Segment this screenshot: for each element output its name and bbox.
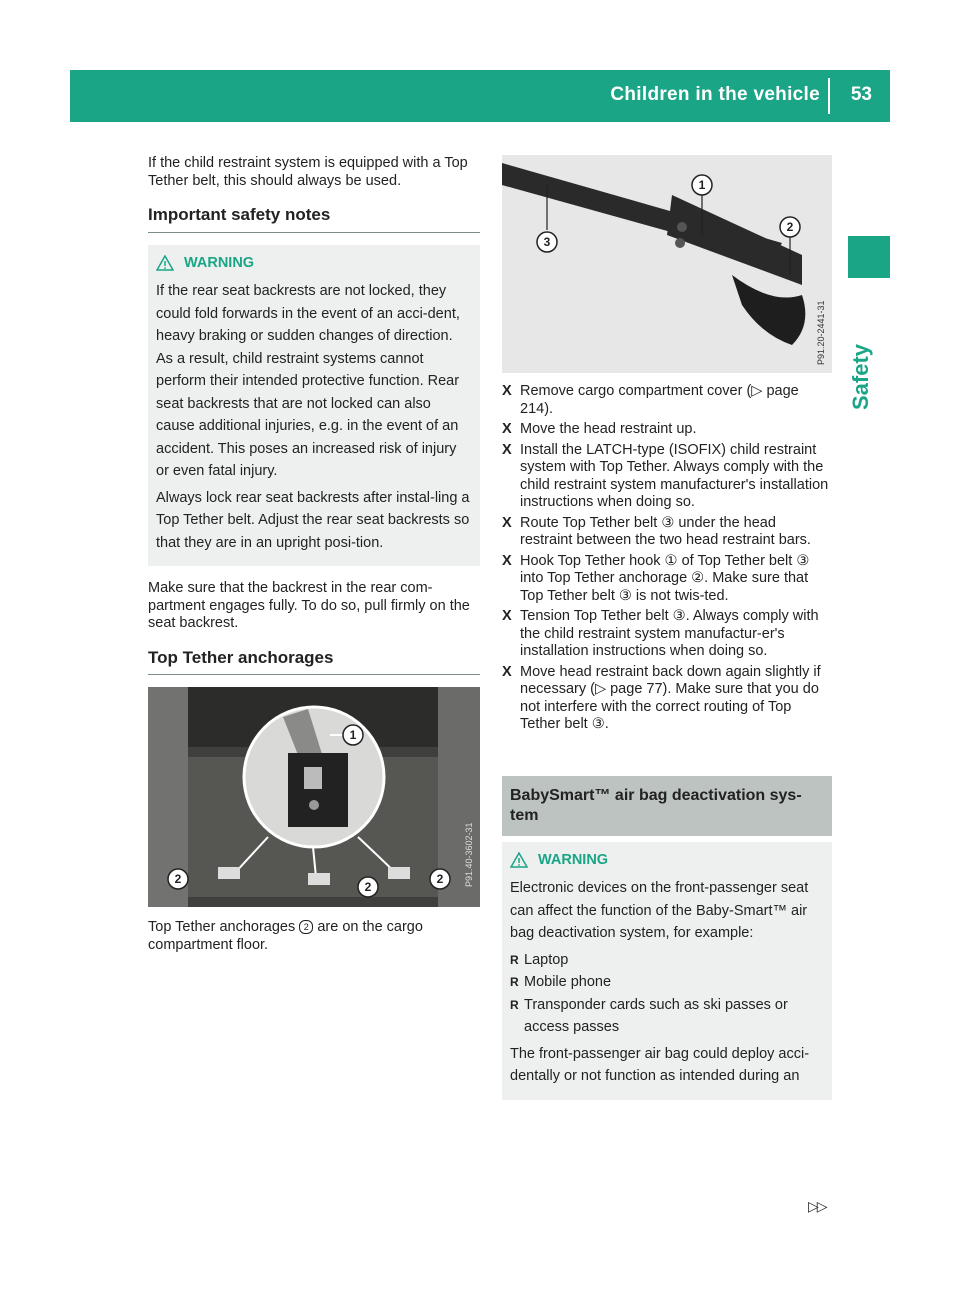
warning-box-2 [502,842,832,1100]
warning-triangle-icon [156,255,174,271]
anchorage-illustration [148,687,480,907]
warning-triangle-icon [510,852,528,868]
figure-left-label-2c: 2 [436,872,444,886]
instruction-steps [502,383,832,734]
header-band [70,70,890,122]
figure-right-label-3: 3 [543,235,551,249]
step-item: X Move the head restraint up. [502,421,832,439]
figure-left-label-2a: 2 [174,872,182,886]
warning-box [148,245,480,567]
figure-right-code: P91.20-2441-31 [816,300,826,365]
step-item: X Install the LATCH-type (ISOFIX) child restraint system with Top Tether. Always comply with the child restraint system manufacturer's installation instructions when doing so. [502,442,832,512]
figure-left-label-1: 1 [349,728,357,742]
anchorage-figure [148,687,480,907]
step-item: X Remove cargo compartment cover (▷ page 214). [502,383,832,418]
header-separator [828,78,830,114]
list-item: R Transponder cards such as ski passes or access passes [510,994,824,1039]
page-number: 53 [850,84,872,105]
warning-paragraph-1: If the rear seat backrests are not locked, they could fold forwards in the event of an acci-dent, heavy braking or sudden changes of direction. As a result, child restraint systems cannot perform their intended protective function. Rear seat backrests that are not locked can also cause additional injuries, e.g. in the event of an accident. This poses an increased risk of injury or even fatal injury. [156,283,460,479]
caption-number: 2 [299,920,313,934]
step-item: X Hook Top Tether hook ① of Top Tether belt ③ into Top Tether anchorage ②. Make sure that Top Tether belt ③ is not twis-ted. [502,553,832,606]
warning2-paragraph-2: The front-passenger air bag could deploy acci-dentally or not function as intended during an [510,1045,810,1084]
section-title: Children in the vehicle [610,84,820,105]
step-item: X Route Top Tether belt ③ under the head restraint between the two head restraint bars. [502,515,832,550]
warning2-paragraph-1: Electronic devices on the front-passenger seat can affect the function of the Baby-Smart™ air bag deactivation system, for example: [510,880,809,941]
warning-title-2: WARNING [538,851,609,868]
heading-anchorages: Top Tether anchorages [148,649,480,676]
warning-header-2 [510,852,824,870]
figure-left-code: P91.40-3602-31 [464,822,474,887]
intro-paragraph: If the child restraint system is equipped with a Top Tether belt, this should always be used. [148,155,468,189]
babysmart-heading: BabySmart™ air bag deactivation sys-tem [502,776,832,836]
backrest-paragraph: Make sure that the backrest in the rear com-partment engages fully. To do so, pull firmly on the seat backrest. [148,580,470,631]
figure-left-label-2b: 2 [364,880,372,894]
device-list [510,949,824,1039]
list-item: R Laptop [510,949,824,972]
caption-post: are on the cargo compartment floor. [148,919,423,953]
caption-pre: Top Tether anchorages [148,919,296,935]
warning-title: WARNING [184,254,255,271]
side-tab-label: Safety [848,343,873,410]
left-column [148,155,480,962]
side-tab-marker [848,236,890,278]
figure-right-label-1: 1 [698,178,706,192]
list-item: R Mobile phone [510,971,824,994]
step-item: X Move head restraint back down again slightly if necessary (▷ page 77). Make sure that you do not interfere with the correct routing of Top Tether belt ③. [502,664,832,734]
right-column [502,155,832,1114]
continue-marker: ▷▷ [808,1198,826,1214]
tether-figure [502,155,832,373]
heading-safety-notes: Important safety notes [148,206,480,233]
anchorage-caption [148,919,480,954]
tether-illustration [502,155,832,373]
warning-header [156,255,472,273]
warning-paragraph-2: Always lock rear seat backrests after instal-ling a Top Tether belt. Adjust the rear seat backrests so that they are in an upright posi-tion. [156,489,470,551]
figure-right-label-2: 2 [786,220,794,234]
step-item: X Tension Top Tether belt ③. Always comply with the child restraint system manufactur-er's installation instructions when doing so. [502,608,832,661]
